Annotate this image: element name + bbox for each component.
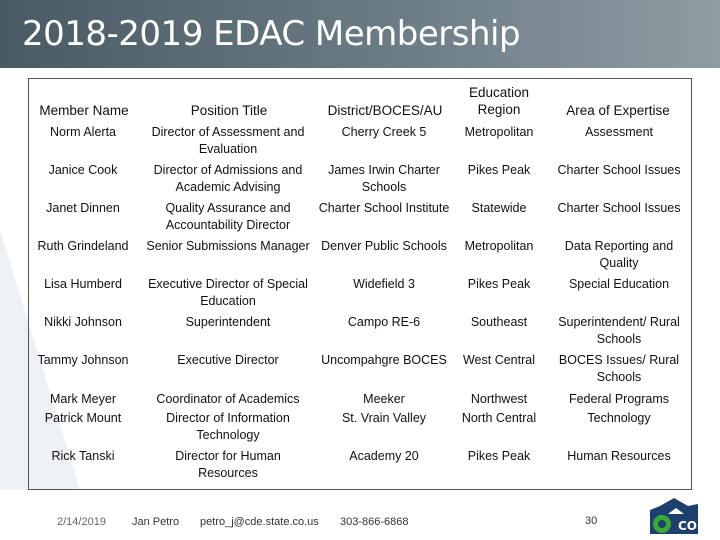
table-cell-region: Southeast [470, 315, 528, 329]
table-cell-member: Patrick Mount [44, 411, 122, 425]
table-cell-member: Tammy Johnson [37, 353, 129, 367]
table-cell-expertise: Charter School Issues [557, 201, 681, 215]
table-cell-position: Quality Assurance and Accountability Director [165, 201, 291, 232]
table-cell-member: Norm Alerta [50, 125, 116, 139]
table-cell-expertise: Technology [587, 411, 651, 425]
table-cell-member: Lisa Humberd [44, 277, 122, 291]
table-cell-district: Widefield 3 [353, 277, 415, 291]
table-cell-position: Director of Assessment and Evaluation [151, 125, 305, 156]
table-cell-district: Charter School Institute [318, 201, 450, 215]
table-cell-region: North Central [461, 411, 537, 425]
table-cell-region: Pikes Peak [467, 277, 531, 291]
table-cell-position: Executive Director of Special Education [148, 277, 308, 308]
logo-text: CO [678, 519, 698, 533]
table-cell-district: Meeker [363, 392, 405, 406]
table-cell-member: Mark Meyer [50, 392, 116, 406]
page-number: 30 [585, 515, 598, 527]
table-cell-expertise: BOCES Issues/ Rural Schools [558, 353, 680, 384]
header-education-region: Education Region [468, 85, 530, 117]
table-cell-district: Campo RE-6 [347, 315, 421, 329]
table-cell-position: Coordinator of Academics [156, 392, 300, 406]
footer-date: 2/14/2019 [57, 516, 106, 528]
table-cell-region: Metropolitan [464, 239, 534, 253]
table-cell-member: Nikki Johnson [44, 315, 122, 329]
header-area-of-expertise: Area of Expertise [566, 103, 670, 118]
table-cell-region: Pikes Peak [467, 449, 531, 463]
footer-phone: 303-866-6868 [340, 516, 409, 528]
table-cell-region: Northwest [470, 392, 528, 406]
footer-email: petro_j@cde.state.co.us [200, 516, 319, 528]
table-cell-position: Executive Director [177, 353, 279, 367]
table-cell-expertise: Data Reporting and Quality [564, 239, 674, 270]
table-cell-expertise: Assessment [584, 125, 654, 139]
table-cell-position: Director of Information Technology [166, 411, 290, 442]
table-cell-position: Superintendent [185, 315, 271, 329]
table-cell-district: St. Vrain Valley [341, 411, 427, 425]
table-cell-member: Rick Tanski [51, 449, 115, 463]
table-cell-expertise: Human Resources [567, 449, 671, 463]
table-cell-position: Director of Admissions and Academic Advising [153, 163, 303, 194]
header-district: District/BOCES/AU [327, 103, 443, 118]
table-cell-member: Ruth Grindeland [37, 239, 129, 253]
table-cell-region: West Central [462, 353, 535, 367]
table-cell-district: Uncompahgre BOCES [321, 353, 447, 367]
table-cell-expertise: Superintendent/ Rural Schools [558, 315, 680, 346]
table-cell-region: Metropolitan [464, 125, 534, 139]
table-cell-district: Cherry Creek 5 [341, 125, 427, 139]
table-cell-position: Senior Submissions Manager [146, 239, 310, 253]
table-cell-expertise: Charter School Issues [557, 163, 681, 177]
table-cell-position: Director for Human Resources [175, 449, 281, 480]
table-cell-district: Denver Public Schools [321, 239, 447, 253]
table-cell-district: James Irwin Charter Schools [328, 163, 440, 194]
table-cell-region: Statewide [471, 201, 527, 215]
colorado-logo-icon [646, 496, 702, 536]
table-cell-region: Pikes Peak [467, 163, 531, 177]
table-cell-expertise: Special Education [568, 277, 670, 291]
title-bar [0, 0, 720, 68]
table-cell-district: Academy 20 [349, 449, 419, 463]
header-position-title: Position Title [190, 103, 268, 118]
header-member-name: Member Name [39, 103, 129, 118]
footer-name: Jan Petro [132, 516, 180, 528]
page-title: 2018-2019 EDAC Membership [22, 14, 521, 54]
table-cell-member: Janice Cook [48, 163, 118, 177]
table-cell-member: Janet Dinnen [46, 201, 120, 215]
table-cell-expertise: Federal Programs [568, 392, 670, 406]
